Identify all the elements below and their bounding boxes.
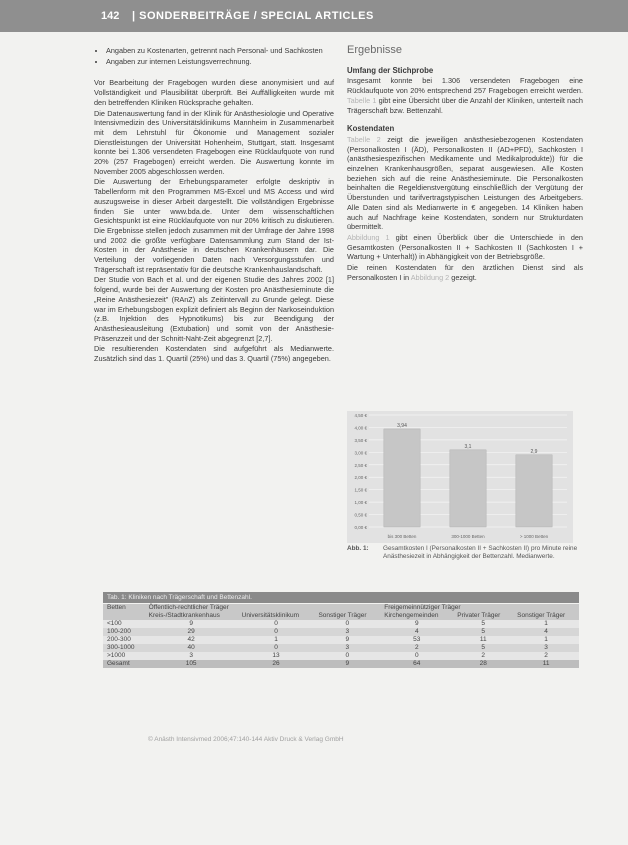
table-cell: 28 — [453, 660, 513, 668]
table-cell: 11 — [513, 660, 579, 668]
text: Die reinen Kostendaten für den ärztlichen Dienst sind als Personalkosten I in — [347, 263, 583, 282]
bar-value-label: 3,1 — [464, 443, 472, 450]
copyright-footer: © Anästh Intensivmed 2006;47:140-144 Aktiv Druck & Verlag GmbH — [148, 736, 344, 743]
table-cell: 9 — [314, 636, 380, 644]
table-header-cell: Öffentlich-rechtlicher Träger — [145, 604, 381, 612]
table-cell: 1 — [513, 636, 579, 644]
page-number: 142 — [101, 10, 120, 22]
paragraph — [347, 233, 583, 262]
table-header-row — [103, 612, 579, 620]
table-cell: 300-1000 — [103, 644, 145, 652]
table-reference-link[interactable]: Tabelle 2 — [347, 134, 381, 144]
section-title: Ergebnisse — [347, 44, 403, 56]
table-cell: 40 — [145, 644, 238, 652]
paragraph — [347, 76, 583, 115]
y-tick-label: 4,50 € — [354, 413, 367, 418]
figure-caption-label: Abb. 1: — [347, 545, 369, 552]
table-reference-link[interactable]: Tabelle 1 — [347, 95, 377, 105]
table-cell: 3 — [513, 644, 579, 652]
y-tick-label: 1,00 € — [354, 500, 367, 506]
text: zeigt die jeweiligen anästhesiebezogenen Kostendaten (Personalkosten I (ÄD), Personalkosten II (AD+PFD), Sachkosten I (anästhesiespezifischen Medikamente und Medikalprodukte)) für die einzelnen Krankenhausgrößen, separat ausgewiesen. Alle Kosten beziehen sich auf die reine Anästhesieminute. Die Personalkosten beinhalten die Regeldienstvergütung einschließlich der Vergütung der Überstunden und tarifvertragstypischen Leistungen des Arbeitgebers. Alle Daten sind als Medianwerte in € angegeben. 14 Kliniken haben auch auf Nachfrage keine Kostendaten, sondern nur Strukturdaten übermittelt. — [347, 134, 583, 232]
subsection-title: Umfang der Stichprobe — [347, 65, 434, 75]
y-tick-label: 4,00 € — [354, 425, 367, 431]
table-cell: 9 — [145, 620, 238, 628]
y-tick-label: 0,00 € — [354, 525, 367, 530]
table-cell: 5 — [453, 628, 513, 636]
table-cell: 42 — [145, 636, 238, 644]
table-cell: 5 — [453, 644, 513, 652]
y-tick-label: 1,50 € — [354, 487, 367, 493]
table-cell: 13 — [238, 652, 315, 660]
left-column — [94, 46, 334, 365]
table-header-cell: Sonstiger Träger — [513, 612, 579, 620]
table-row — [103, 644, 579, 652]
table-cell: 29 — [145, 628, 238, 636]
figure-reference-link[interactable]: Abbildung 2 — [410, 272, 450, 282]
table-cell: >1000 — [103, 652, 145, 660]
figure-reference-link[interactable]: Abbildung 1 — [347, 232, 390, 242]
table-cell: 9 — [314, 660, 380, 668]
table-header-cell — [103, 612, 145, 620]
page-header — [0, 0, 628, 32]
table-cell: 200-300 — [103, 636, 145, 644]
text: gezeigt. — [451, 272, 477, 282]
table-cell: 11 — [453, 636, 513, 644]
bar — [516, 455, 552, 527]
table-cell: 1 — [238, 636, 315, 644]
y-tick-label: 2,00 € — [354, 475, 367, 481]
table-cell: 0 — [238, 628, 315, 636]
bullet-item: • Angaben zu Kostenarten, getrennt nach Personal- und Sachkosten — [106, 46, 334, 56]
paragraph — [347, 135, 583, 232]
bullet-list — [94, 46, 334, 66]
figure-caption-text: Gesamtkosten I (Personalkosten II + Sachkosten II) pro Minute reine Anästhesiezeit in Abhängigkeit der Bettenzahl. Medianwerte. — [383, 545, 578, 560]
table-row — [103, 636, 579, 644]
table-cell: 2 — [513, 652, 579, 660]
table-cell: 100-200 — [103, 628, 145, 636]
text: gibt eine Übersicht über die Anzahl der Kliniken, unterteilt nach Trägerschaft bzw. Bettenzahl. — [347, 95, 583, 115]
table-cell: 64 — [380, 660, 453, 668]
table-header-cell: Kreis-/Stadtkrankenhaus — [145, 612, 238, 620]
table-cell: 2 — [453, 652, 513, 660]
table-cell: 3 — [314, 628, 380, 636]
table-cell: 0 — [238, 620, 315, 628]
data-table — [103, 604, 579, 668]
x-tick-label: > 1000 Betten — [519, 534, 549, 539]
x-tick-label: bis 300 Betten — [387, 534, 417, 539]
right-column — [347, 46, 583, 283]
header-section: SONDERBEITRÄGE / SPECIAL ARTICLES — [139, 10, 374, 22]
paragraph: Die Datenauswertung fand in der Klinik für Anästhesiologie und Operative Intensivmedizin des Universitätsklinikums Mannheim in Zusammenarbeit mit dem Lehrstuhl für Ökonomie und Management sozialer Dienstleistungen der Universität Hohenheim, Stuttgart, statt. Insgesamt konnte bei 1.306 versendeten Fragebogen eine Rücklaufquote von rund 20% (257 Fragebogen) erreicht werden. Die Auswertung konnte im November 2005 abgeschlossen werden. — [94, 108, 334, 176]
table-cell: 53 — [380, 636, 453, 644]
table-cell: 0 — [314, 652, 380, 660]
table-cell: Gesamt — [103, 660, 145, 668]
table-cell: 4 — [380, 628, 453, 636]
bar — [384, 429, 420, 527]
header-separator: | — [132, 10, 136, 22]
table-cell: 0 — [314, 620, 380, 628]
bar-chart — [347, 411, 573, 543]
table-cell: 5 — [453, 620, 513, 628]
text: gibt einen Überblick über die Unterschiede in den Gesamtkosten (Personalkosten II + Sachkosten II (Sachkosten I + Wartung + Unterhalt)) in Abhängigkeit von der Betriebsgröße. — [347, 232, 583, 262]
bar-chart-svg — [347, 411, 573, 543]
table-cell: 9 — [380, 620, 453, 628]
table-header-row — [103, 604, 579, 612]
table-cell: 105 — [145, 660, 238, 668]
table-row — [103, 628, 579, 636]
header-section-title — [132, 10, 374, 22]
table-cell: 2 — [380, 644, 453, 652]
y-tick-label: 0,50 € — [354, 512, 367, 518]
y-tick-label: 2,50 € — [354, 462, 367, 468]
table-header-cell: Privater Träger — [453, 612, 513, 620]
table-cell: 4 — [513, 628, 579, 636]
table-cell: 3 — [145, 652, 238, 660]
table-header-cell: Freigemeinnütziger Träger — [380, 604, 579, 612]
table-cell: 0 — [238, 644, 315, 652]
table-cell: 3 — [314, 644, 380, 652]
table-cell: 1 — [513, 620, 579, 628]
bar — [450, 450, 486, 527]
table-header-cell: Betten — [103, 604, 145, 612]
table-row — [103, 652, 579, 660]
paragraph: Die resultierenden Kostendaten sind aufgeführt als Medianwerte. Zusätzlich sind das 1. Quartil (25%) und das 3. Quartil (75%) angegeben. — [94, 344, 334, 364]
table-cell: <100 — [103, 620, 145, 628]
bar-value-label: 2,9 — [530, 448, 538, 455]
table-row — [103, 620, 579, 628]
table-header-cell: Universitätsklinikum — [238, 612, 315, 620]
subsection-title: Kostendaten — [347, 124, 395, 134]
y-tick-label: 3,50 € — [354, 437, 367, 443]
table-header-cell: Kirchengemeinden — [380, 612, 453, 620]
text: Insgesamt konnte bei 1.306 versendeten Fragebogen eine Rücklaufquote von 20% entsprechend 257 Fragebogen erreicht werden. — [347, 76, 583, 96]
x-tick-label: 300-1000 Betten — [451, 534, 485, 539]
y-tick-label: 3,00 € — [354, 450, 367, 456]
paragraph — [347, 263, 583, 282]
bar-value-label: 3,94 — [397, 422, 407, 429]
paragraph: Die Auswertung der Erhebungsparameter erfolgte deskriptiv in Tabellenform mit den Programmen MS-Excel und MS Access und wird auszugsweise in dieser Arbeit dargestellt. Die vollständigen Ergebnisse finden Sie unter www.bda.de. Unter dem wissenschaftlichen Gesichtspunkt ist eine Rücklaufquote von nur 20% kritisch zu diskutieren. Die Ergebnisse stellen jedoch zusammen mit der Umfrage der Jahre 1998 und 2002 die größte verfügbare Datensammlung zum Stand der Ist-Kosten in der Anästhesie in deutschen Krankenhäusern dar. Die Verteilung der vorliegenden Daten nach Versorgungsstufen und Trägerschaft ist repräsentativ für die deutsche Krankenhauslandschaft. — [94, 177, 334, 274]
table-header-cell: Sonstiger Träger — [314, 612, 380, 620]
paragraph: Vor Bearbeitung der Fragebogen wurden diese anonymisiert und auf Vollständigkeit und Plausibilität überprüft. Bei Auffälligkeiten wurde mit den betreffenden Kliniken Rücksprache gehalten. — [94, 78, 334, 107]
table-title: Tab. 1: Kliniken nach Trägerschaft und Bettenzahl. — [103, 592, 579, 603]
table-cell: 26 — [238, 660, 315, 668]
paragraph: Der Studie von Bach et al. und der eigenen Studie des Jahres 2002 [1] folgend, wurde bei der Auswertung der Kosten pro Anästhesieminute die „Reine Anästhesiezeit" (RAnZ) als Zeitintervall zu Grunde gelegt. Diese war im Erhebungsbogen explizit definiert als Beginn der Narkoseinduktion (z.B. Injektion des Hypnotikums) bis zur Beendigung der Anästhesieausleitung (Extubation) und somit von der Anästhesie-Präsenzzeit und der Schnitt-Naht-Zeit abgegrenzt [2,7]. — [94, 275, 334, 343]
table-total-row — [103, 660, 579, 668]
table-cell: 0 — [380, 652, 453, 660]
bullet-item: • Angaben zur internen Leistungsverrechnung. — [106, 57, 334, 67]
